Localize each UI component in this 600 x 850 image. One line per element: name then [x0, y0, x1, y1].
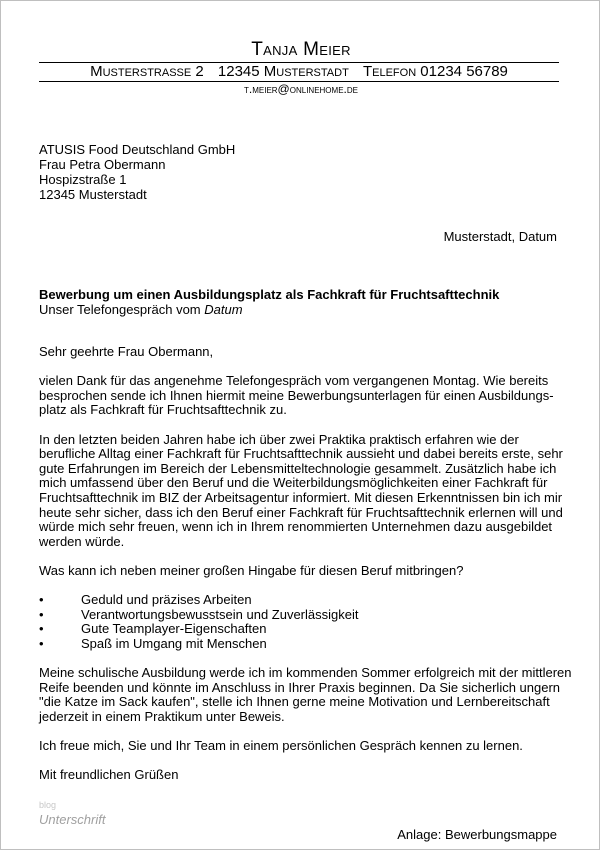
subject-block [39, 287, 499, 317]
date-line: Musterstadt, Datum [443, 229, 557, 244]
letter-body [39, 344, 572, 797]
text-line: berufliche Alltag einer Fachkraft für Fruchtsafttechnik aussieht und dabei bereits erste, sehr [39, 446, 563, 462]
text-line: würde mich sehr freuen, wenn ich in Ihrem renommierten Unternehmen dazu ausgebildet [39, 519, 553, 535]
sender-street: Musterstrasse 2 [90, 63, 204, 80]
attachment-note: Anlage: Bewerbungsmappe [397, 827, 557, 842]
sender-email: t.meier@onlinehome.de [244, 82, 358, 96]
recipient-city: 12345 Musterstadt [39, 187, 147, 202]
bullet-icon: • [39, 635, 44, 651]
text-line: mich umfassend über den Beruf und die Weiterbildungsmöglichkeiten einer Fachkraft für [39, 475, 548, 491]
text-line: "die Katze im Sack kaufen", stelle ich Ihnen gerne meine Motivation und Lernbereitschaft [39, 694, 550, 710]
closing-greeting: Mit freundlichen Grüßen [39, 767, 179, 783]
text-line: Reife beenden und könnte im Anschluss in Ihrer Praxis beginnen. Da Sie sicherlich ungern [39, 679, 561, 695]
signature-placeholder: Unterschrift [39, 812, 106, 827]
list-item-text: Geduld und präzises Arbeiten [81, 592, 252, 608]
recipient-company: ATUSIS Food Deutschland GmbH [39, 142, 236, 157]
text-line: jederzeit in einem Praktikum unter Beweis. [39, 708, 285, 724]
text-line: gute Erfahrungen im Bereich der Lebensmitteltechnologie gesammelt. Zusätzlich habe ich [39, 460, 557, 476]
subject-reference-date: Datum [204, 302, 243, 317]
list-item [39, 637, 563, 652]
paragraph-experience [39, 433, 563, 550]
text-line: heute sehr sicher, dass ich den Beruf einer Fachkraft für Fruchtsafttechnik erlernen will und [39, 504, 563, 520]
list-item-text: Spaß im Umgang mit Menschen [81, 635, 267, 651]
text-line: werden würde. [39, 533, 125, 549]
skills-list [39, 593, 563, 651]
text-line: Fruchtsafttechnik im BIZ der Arbeitsagentur informiert. Mit diesen Erkenntnissen bin ich mir [39, 489, 563, 505]
list-item [39, 608, 563, 623]
sender-name: Tanja Meier [251, 39, 351, 60]
recipient-person: Frau Petra Obermann [39, 157, 166, 172]
recipient-street: Hospizstraße 1 [39, 172, 127, 187]
text-line: platz als Fachkraft für Fruchtsafttechnik zu. [39, 402, 287, 418]
paragraph-intro [39, 374, 563, 418]
text-line: Meine schulische Ausbildung werde ich im kommenden Sommer erfolgreich mit der mittleren [39, 665, 572, 681]
list-item [39, 593, 563, 608]
subject-reference-prefix: Unser Telefongespräch vom [39, 302, 205, 317]
sender-address-line [39, 63, 559, 80]
list-item-text: Verantwortungsbewusstsein und Zuverlässigkeit [81, 606, 359, 622]
bullet-icon: • [39, 606, 44, 622]
recipient-address [39, 142, 235, 202]
text-line: In den letzten beiden Jahren habe ich über zwei Praktika praktisch erfahren wie der [39, 431, 519, 447]
paragraph-closing: Ich freue mich, Sie und Ihr Team in einem persönlichen Gespräch kennen zu lernen. [39, 738, 523, 754]
list-item [39, 622, 563, 637]
watermark-text: blog [39, 800, 57, 810]
list-item-text: Gute Teamplayer-Eigenschaften [81, 621, 267, 637]
salutation: Sehr geehrte Frau Obermann, [39, 344, 214, 359]
sender-city: 12345 Musterstadt [217, 63, 349, 80]
text-line: besprochen sende ich Ihnen hiermit meine Bewerbungsunterlagen für einen Ausbildungs- [39, 387, 554, 403]
paragraph-question: Was kann ich neben meiner großen Hingabe für diesen Beruf mitbringen? [39, 562, 464, 578]
text-line: vielen Dank für das angenehme Telefongespräch vom vergangenen Montag. Wie bereits [39, 373, 549, 389]
subject-reference [39, 302, 499, 317]
bullet-icon: • [39, 592, 44, 608]
paragraph-education [39, 665, 572, 724]
bullet-icon: • [39, 621, 44, 637]
subject-title: Bewerbung um einen Ausbildungsplatz als Fachkraft für Fruchtsafttechnik [39, 287, 500, 302]
sender-phone: Telefon 01234 56789 [362, 63, 508, 80]
